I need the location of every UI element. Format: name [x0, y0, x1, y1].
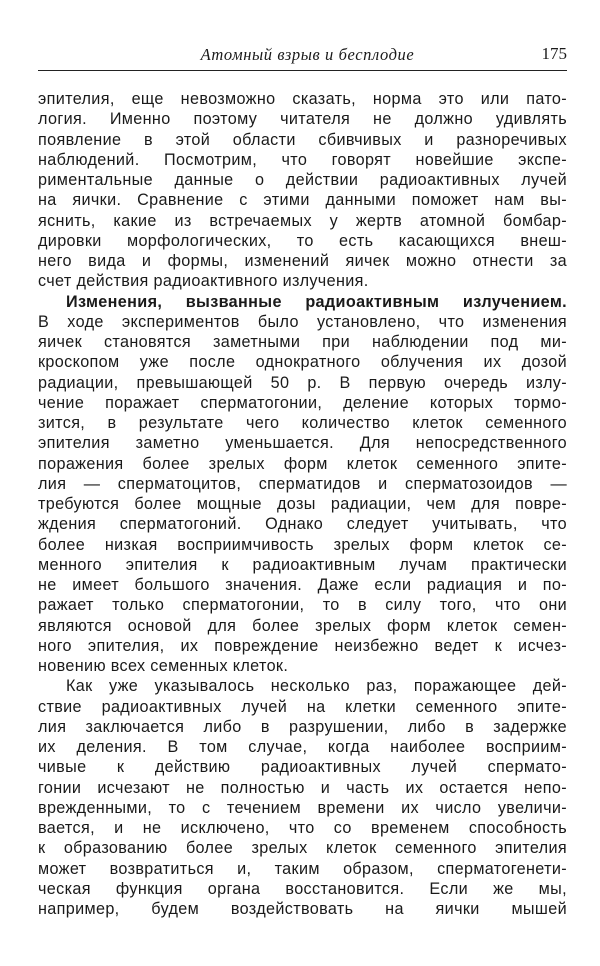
text-line: чение поражает сперматогонии, деление которых тормо- [38, 393, 567, 412]
text-line: него вида и формы, изменений яичек можно отнести за [38, 252, 567, 270]
text-line: логия. Именно поэтому читателя не должно удивлять [38, 110, 567, 129]
text-line: ческая функция органа восстановится. Если же мы, [38, 879, 567, 898]
text-line: дировки морфологических, то есть касающихся внеш- [38, 231, 567, 250]
page-number: 175 [541, 44, 567, 63]
text-line: зится, в результате чего количество клеток семенного [38, 414, 567, 432]
running-title: Атомный взрыв и бесплодие [200, 45, 415, 64]
text-line: лия — сперматоцитов, сперматидов и сперматозоидов — [38, 474, 567, 493]
text-line: поражения более зрелых форм клеток семенного эпите- [38, 454, 567, 473]
text-line: яичек становятся заметными при наблюдении под ми- [38, 333, 567, 351]
text-line: радиации, превышающей 50 р. В первую очередь излу- [38, 373, 567, 392]
text-line: на яички. Сравнение с этими данными поможет нам вы- [38, 191, 567, 210]
text-line: лия заключается либо в разрушении, либо в задержке [38, 717, 567, 736]
text-line: чивые к действию радиоактивных лучей спермато- [38, 758, 567, 777]
text-line: ного эпителия, их повреждение неизбежно ведет к исчез- [38, 636, 567, 655]
text-line: их деления. В том случае, когда наиболее восприим- [38, 738, 567, 756]
text-line: не имеет большого значения. Даже если радиация и по- [38, 576, 567, 594]
running-head [38, 42, 567, 71]
text-line: эпителия, еще невозможно сказать, норма это или пато- [38, 90, 567, 108]
section-heading: Изменения, вызванные радиоактивным излучением. [66, 292, 567, 311]
text-line: может возвратиться и, таким образом, сперматогенети- [38, 859, 567, 878]
text-line: эпителия заметно уменьшается. Для непосредственного [38, 434, 567, 453]
text-line: наблюдений. Посмотрим, что говорят новейшие экспе- [38, 150, 567, 169]
text-line: счет действия радиоактивного излучения. [38, 272, 369, 291]
text-line: ражает только сперматогонии, то в силу того, что они [38, 596, 567, 615]
text-line: более низкая восприимчивость зрелых форм клеток се- [38, 535, 567, 554]
text-line: являются основой для более зрелых форм клеток семен- [38, 616, 567, 635]
text-line: яснить, какие из встречаемых у жертв атомной бомбар- [38, 211, 567, 230]
text-line: ствие радиоактивных лучей на клетки семенного эпите- [38, 697, 567, 716]
body-text [38, 89, 567, 919]
text-line: вается, и не исключено, что со временем способность [38, 819, 567, 837]
text-line: к образованию более зрелых клеток семенного эпителия [38, 839, 567, 858]
text-line: появление в этой области сбивчивых и разноречивых [38, 130, 567, 149]
text-line: новению всех семенных клеток. [38, 657, 289, 675]
text-line: риментальные данные о действии радиоактивных лучей [38, 171, 567, 189]
text-line: кроскопом уже после однократного облучения их дозой [38, 353, 567, 372]
text-line: гонии исчезают не полностью и часть их остается непо- [38, 778, 567, 797]
text-line: В ходе экспериментов было установлено, что изменения [38, 312, 567, 331]
text-line: например, будем воздействовать на яички мышей [38, 900, 567, 918]
text-line: менного эпителия к радиоактивным лучам практически [38, 555, 567, 574]
text-line: Как уже указывалось несколько раз, поражающее дей- [66, 677, 567, 696]
text-line: ждения сперматогоний. Однако следует учитывать, что [38, 515, 567, 534]
text-line: врежденными, то с течением времени их число увеличи- [38, 798, 567, 817]
text-line: требуются более мощные дозы радиации, чем для повре- [38, 495, 567, 513]
